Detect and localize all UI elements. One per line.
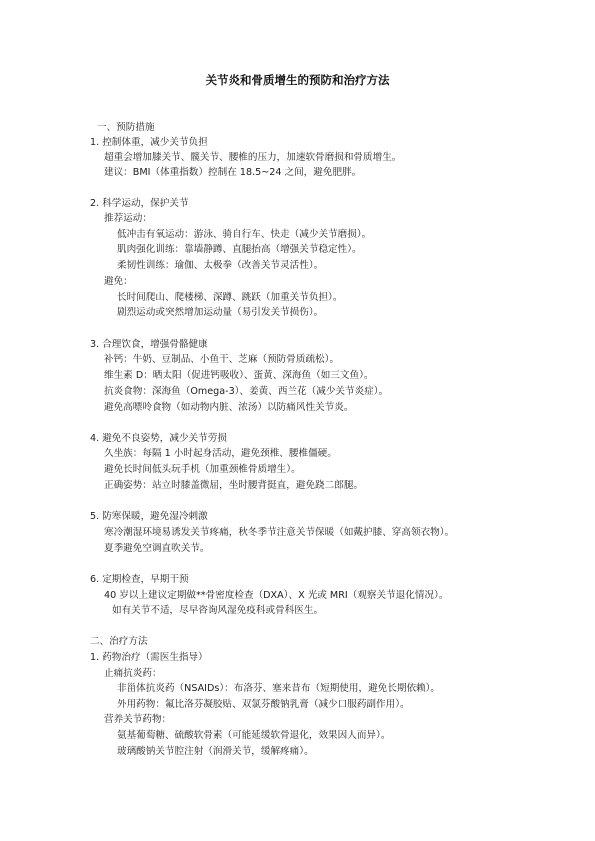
- paragraph: 外用药物：氟比洛芬凝胶贴、双氯芬酸钠乳膏（减少口服药副作用）。: [117, 699, 410, 710]
- paragraph: 柔韧性训练：瑜伽、太极拳（改善关节灵活性）。: [117, 260, 324, 271]
- paragraph: 氨基葡萄糖、硫酸软骨素（可能延缓软骨退化，效果因人而异）。: [117, 730, 391, 741]
- item-heading-warmth: 5. 防寒保暖，避免湿冷刺激: [90, 511, 208, 522]
- paragraph: 夏季避免空调直吹关节。: [104, 543, 210, 554]
- paragraph: 补钙：牛奶、豆制品、小鱼干、芝麻（预防骨质疏松）。: [104, 354, 340, 365]
- section-heading-prevention: 一、预防措施: [97, 122, 155, 133]
- item-heading-checkup: 6. 定期检查，早期干预: [90, 574, 189, 585]
- paragraph: 建议：BMI（体重指数）控制在 18.5~24 之间，避免肥胖。: [104, 167, 362, 178]
- paragraph: 剧烈运动或突然增加运动量（易引发关节损伤）。: [117, 307, 324, 318]
- subheading: 推荐运动：: [104, 213, 152, 224]
- paragraph: 长时间爬山、爬楼梯、深蹲、跳跃（加重关节负担）。: [117, 292, 343, 303]
- paragraph: 避免高嘌呤食物（如动物内脏、浓汤）以防痛风性关节炎。: [104, 402, 354, 413]
- paragraph: 玻璃酸钠关节腔注射（润滑关节，缓解疼痛）。: [117, 746, 314, 757]
- paragraph: 正确姿势：站立时膝盖微屈，坐时腰背挺直，避免跷二郎腿。: [104, 480, 364, 491]
- subheading: 止痛抗炎药：: [104, 668, 162, 679]
- paragraph: 非甾体抗炎药（NSAIDs）：布洛芬、塞来昔布（短期使用，避免长期依赖）。: [117, 683, 441, 694]
- paragraph: 超重会增加膝关节、髋关节、腰椎的压力，加速软骨磨损和骨质增生。: [104, 152, 402, 163]
- subheading: 营养关节药物：: [104, 714, 172, 725]
- item-heading-medication: 1. 药物治疗（需医生指导）: [90, 652, 208, 663]
- paragraph: 肌肉强化训练：靠墙静蹲、直腿抬高（增强关节稳定性）。: [117, 244, 362, 255]
- paragraph: 如有关节不适，尽早咨询风湿免疫科或骨科医生。: [112, 605, 324, 616]
- paragraph: 寒冷潮湿环境易诱发关节疼痛，秋冬季节注意关节保暖（如戴护膝、穿高领衣物）。: [104, 527, 455, 538]
- item-heading-exercise: 2. 科学运动，保护关节: [90, 198, 189, 209]
- paragraph: 久坐族：每隔 1 小时起身活动，避免颈椎、腰椎僵硬。: [104, 448, 337, 459]
- paragraph: 抗炎食物：深海鱼（Omega-3）、姜黄、西兰花（减少关节炎症）。: [104, 386, 389, 397]
- paragraph: 低冲击有氧运动：游泳、骑自行车、快走（减少关节磨损）。: [117, 229, 372, 240]
- subheading: 避免：: [104, 276, 133, 287]
- item-heading-diet: 3. 合理饮食，增强骨骼健康: [90, 339, 208, 350]
- paragraph: 维生素 D：晒太阳（促进钙吸收）、蛋黄、深海鱼（如三文鱼）。: [104, 370, 374, 381]
- item-heading-posture: 4. 避免不良姿势，减少关节劳损: [90, 433, 227, 444]
- item-heading-weight: 1. 控制体重，减少关节负担: [90, 137, 208, 148]
- paragraph: 40 岁以上建议定期做**骨密度检查（DXA）、X 光或 MRI（观察关节退化情况）。: [104, 590, 449, 601]
- document-title: 关节炎和骨质增生的预防和治疗方法: [205, 73, 390, 87]
- paragraph: 避免长时间低头玩手机（加重颈椎骨质增生）。: [104, 464, 301, 475]
- section-heading-treatment: 二、治疗方法: [90, 636, 148, 647]
